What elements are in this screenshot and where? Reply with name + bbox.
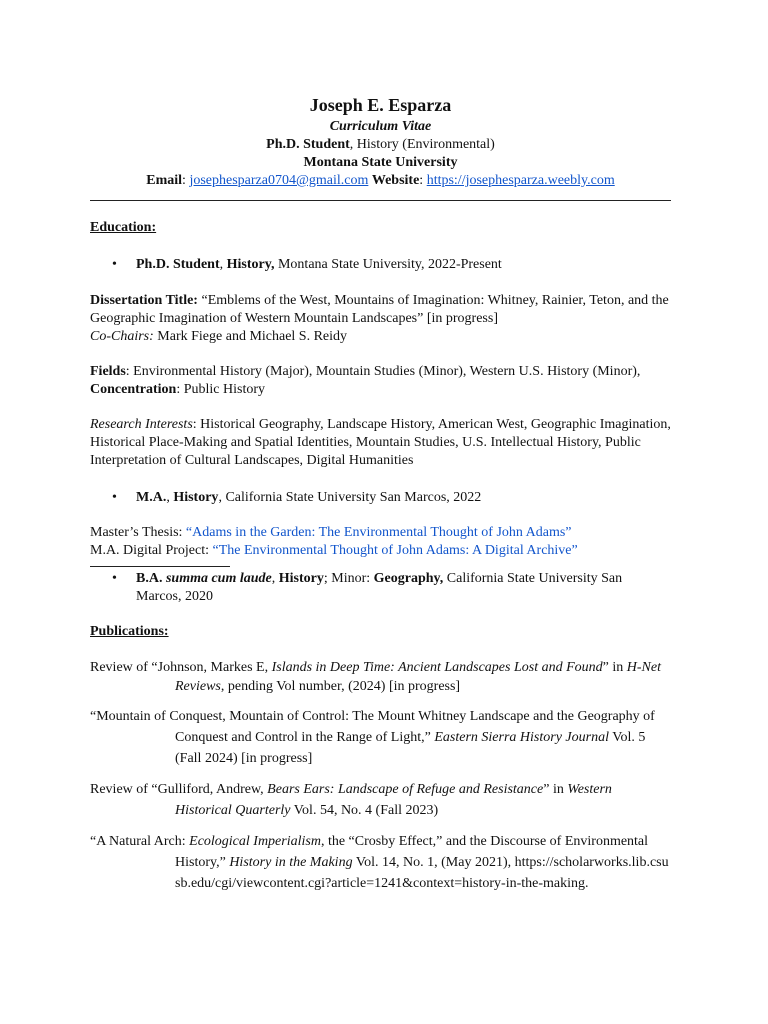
masters-thesis (90, 524, 671, 542)
status-bold: Ph.D. Student (266, 137, 350, 152)
university: Montana State University (303, 155, 458, 170)
publication-item: “A Natural Arch: Ecological Imperialism, the “Crosby Effect,” and the Discourse of Environmental History,” History in the Making Vol. 14, No. 1, (May 2021), https://scholarworks.lib.csusb.edu/cgi/viewcontent.cgi?article=1241&context=history-in-the-making. (90, 834, 669, 891)
ba-field: History (278, 571, 324, 586)
cochairs (90, 328, 671, 346)
dissertation-title: “Emblems of the West, Mountains of Imagination: Whitney, Rainier, Teton, and the Geographic Imagination of Western Mountain Landscapes” [in progress] (90, 293, 669, 326)
cochairs-names: Mark Fiege and Michael S. Reidy (153, 329, 348, 344)
education-ma: • M.A., History, California State University San Marcos, 2022 (112, 490, 482, 505)
publication-item: Review of “Johnson, Markes E, Islands in Deep Time: Ancient Landscapes Lost and Found” in H-Net Reviews, pending Vol number, (2024) [in progress] (90, 660, 661, 694)
thesis-label: Master’s Thesis: (90, 525, 186, 540)
email-label: Email (146, 173, 183, 188)
ma-field: History (173, 490, 219, 505)
cochairs-label: Co-Chairs: (90, 329, 154, 344)
fields-label: Fields (90, 364, 126, 379)
ba-minor-label: ; Minor: (323, 571, 374, 586)
phd-field: History, (226, 257, 275, 272)
concentration-label: Concentration (90, 382, 177, 397)
status-line (90, 136, 671, 154)
bullet-icon: • (112, 257, 117, 272)
fields (90, 363, 671, 399)
education-phd: • Ph.D. Student, History, Montana State University, 2022-Present (112, 257, 502, 272)
cv-label: Curriculum Vitae (329, 119, 432, 134)
cv-page (90, 94, 671, 894)
person-name: Joseph E. Esparza (309, 95, 452, 115)
ba-rest: California State University San Marcos, 2020 (136, 571, 623, 604)
website-label: Website (371, 173, 420, 188)
dissertation-label: Dissertation Title: (90, 293, 198, 308)
digital-project (90, 542, 671, 560)
ba-minor: Geography, (373, 571, 444, 586)
thesis-link[interactable]: “Adams in the Garden: The Environmental Thought of John Adams” (185, 525, 572, 540)
phd-rest: Montana State University, 2022-Present (274, 257, 502, 272)
short-divider (90, 566, 230, 567)
website-link[interactable]: https://josephesparza.weebly.com (426, 173, 615, 188)
education-heading: Education: (90, 220, 157, 235)
ma-rest: , California State University San Marcos, 2022 (218, 490, 482, 505)
fields-text: : Environmental History (Major), Mountain Studies (Minor), Western U.S. History (Minor), (125, 364, 641, 379)
education-ba: • B.A. summa cum laude, History; Minor: Geography, California State University San Marcos, 2020 (112, 571, 623, 604)
project-link[interactable]: “The Environmental Thought of John Adams: A Digital Archive” (212, 543, 578, 558)
research-interests (90, 416, 671, 470)
status-rest: , History (Environmental) (349, 137, 495, 152)
bullet-icon: • (112, 571, 117, 586)
header-divider (90, 200, 671, 201)
ma-degree: M.A. (136, 490, 167, 505)
contact-line: Email: josephesparza0704@gmail.com Website: https://josephesparza.weebly.com (146, 173, 615, 188)
bullet-icon: • (112, 490, 117, 505)
publication-item: “Mountain of Conquest, Mountain of Control: The Mount Whitney Landscape and the Geography of Conquest and Control in the Range of Light,” Eastern Sierra History Journal Vol. 5 (Fall 2024) [in progress] (90, 709, 655, 766)
concentration-text: : Public History (176, 382, 265, 397)
ba-degree: B.A. (136, 571, 163, 586)
interests-label: Research Interests (90, 417, 193, 432)
publication-item: Review of “Gulliford, Andrew, Bears Ears: Landscape of Refuge and Resistance” in Western Historical Quarterly Vol. 54, No. 4 (Fall 2023) (90, 782, 612, 818)
email-link[interactable]: josephesparza0704@gmail.com (189, 173, 369, 188)
dissertation (90, 292, 671, 328)
phd-degree: Ph.D. Student (136, 257, 220, 272)
interests-text: : Historical Geography, Landscape History, American West, Geographic Imagination, Historical Place-Making and Spatial Identities, Mountain Studies, U.S. Intellectual History, Public Interpretation of Cultural Landscapes, Digital Humanities (90, 417, 671, 468)
publications-heading: Publications: (90, 624, 169, 639)
project-label: M.A. Digital Project: (90, 543, 213, 558)
ba-honors: summa cum laude (165, 571, 272, 586)
